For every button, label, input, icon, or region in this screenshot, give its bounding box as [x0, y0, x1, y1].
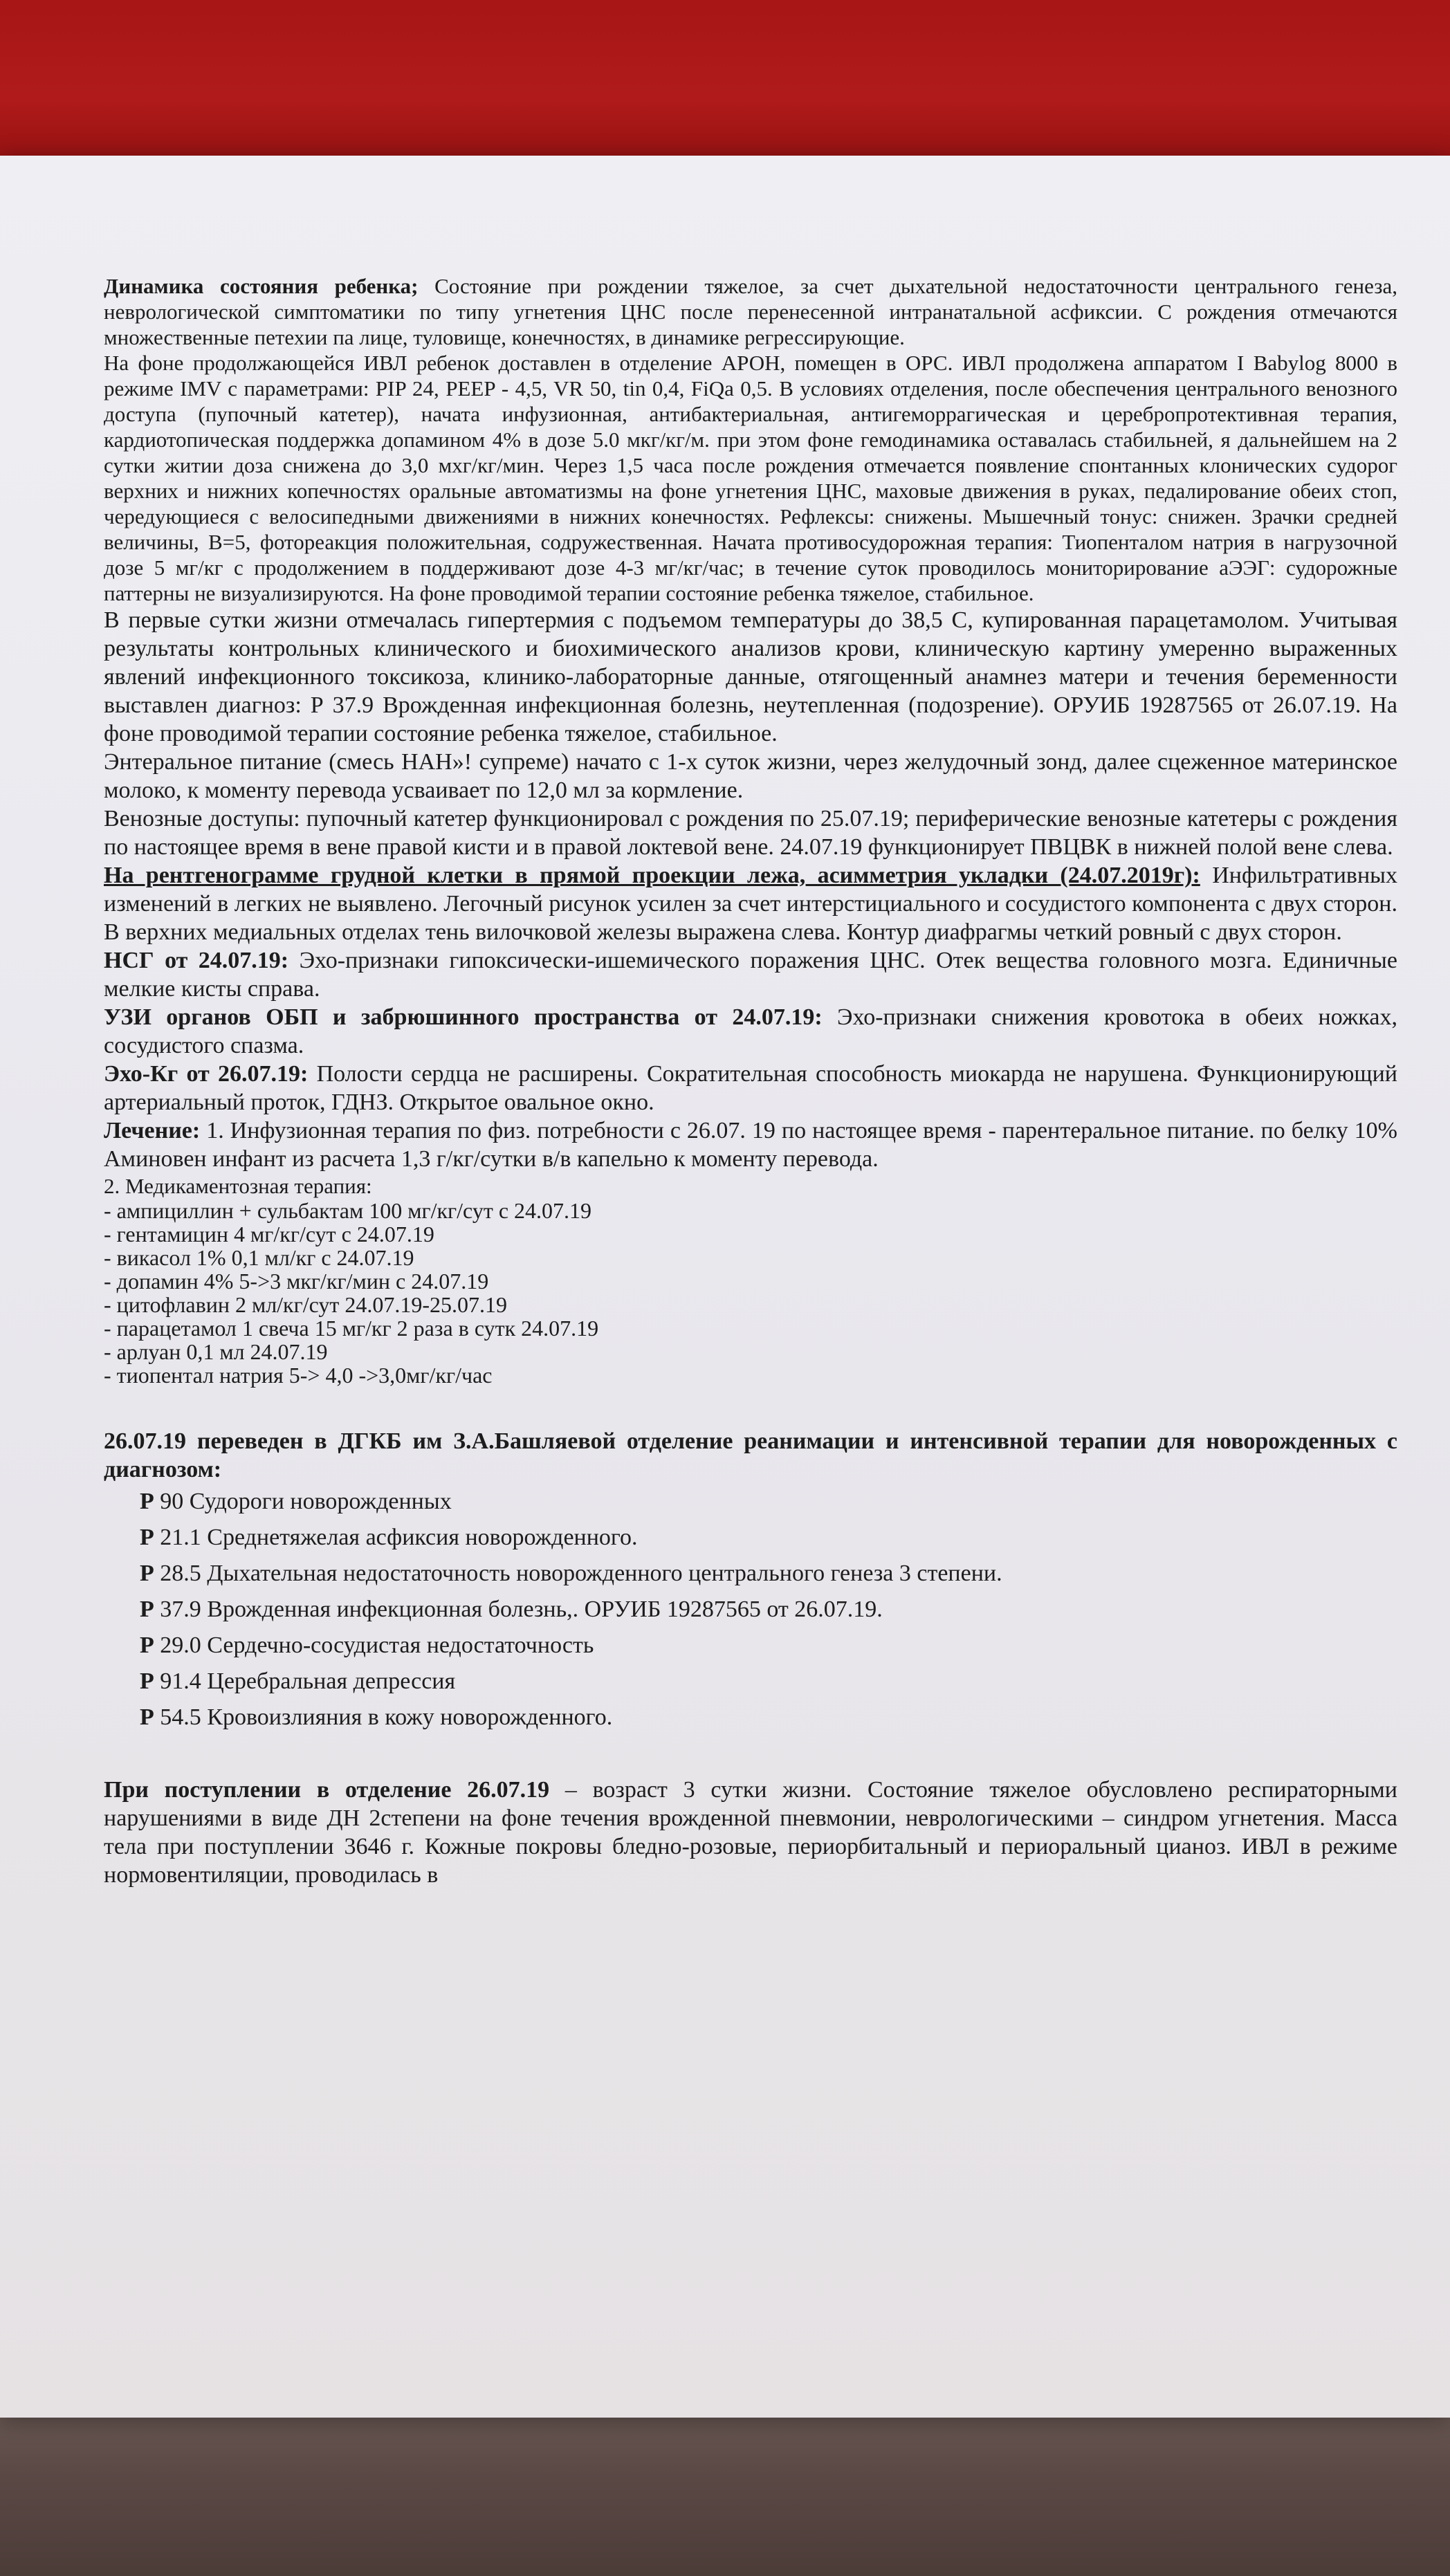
diagnosis-text: 28.5 Дыхательная недостаточность новорожденного центрального генеза 3 степени. [160, 1561, 1002, 1586]
diagnosis-text: 91.4 Церебральная депрессия [160, 1668, 456, 1694]
diagnosis-code: Р [140, 1668, 154, 1694]
diagnosis-code: Р [140, 1525, 154, 1550]
diagnosis-text: 29.0 Сердечно-сосудистая недостаточность [160, 1632, 594, 1658]
medication-item: - тиопентал натрия 5-> 4,0 ->3,0мг/кг/час [104, 1363, 493, 1388]
feeding-paragraph: Энтеральное питание (смесь НАН»! супреме) начато с 1-х суток жизни, через желудочный зонд, далее сцеженное материнское молоко, к моменту перевода усваивает по 12,0 мл за кормление. [104, 749, 1397, 803]
diagnosis-text: 54.5 Кровоизлияния в кожу новорожденного. [160, 1704, 613, 1730]
admission-text: – возраст 3 сутки жизни. Состояние тяжелое обусловлено респираторными нарушениями в виде ДН 2степени на фоне течения врожденной пневмонии, неврологическими – синдром угнетения. Масса тела при поступлении 3646 г. Кожные покровы бледно-розовые, периорбитальный и периоральный цианоз. ИВЛ в режиме нормовентиляции, проводилась в [104, 1777, 1397, 1888]
xray-paragraph [104, 861, 1397, 946]
diagnosis-text: 21.1 Среднетяжелая асфиксия новорожденного. [160, 1525, 638, 1550]
treatment-heading: Лечение: [104, 1118, 201, 1143]
document-content [104, 273, 1397, 1889]
diagnosis-item [140, 1628, 1397, 1664]
medication-item: - допамин 4% 5->3 мкг/кг/мин с 24.07.19 [104, 1269, 489, 1294]
medication-list [104, 1199, 1397, 1387]
diagnosis-code: Р [140, 1489, 154, 1514]
echo-heading: Эхо-Кг от 26.07.19: [104, 1061, 309, 1087]
diagnosis-item [140, 1520, 1397, 1556]
uzi-paragraph [104, 1003, 1397, 1060]
medication-item: - викасол 1% 0,1 мл/кг с 24.07.19 [104, 1245, 414, 1270]
treatment-paragraph [104, 1116, 1397, 1173]
transfer-heading [104, 1427, 1397, 1484]
xray-text: Инфильтративных изменений в легких не выявлено. Легочный рисунок усилен за счет интерстициального и сосудистого компонента с двух сторон. В верхних медиальных отделах тень вилочковой железы выражена слева. Контур диафрагмы четкий ровный с двух сторон. [104, 863, 1397, 945]
fever-paragraph: В первые сутки жизни отмечалась гипертермия с подъемом температуры до 38,5 С, купированная парацетамолом. Учитывая результаты контрольных клинического и биохимического анализов крови, клиническую картину умеренно выраженных явлений инфекционного токсикоза, клинико-лабораторные данные, отягощенный анамнез матери и течения беременности выставлен диагноз: Р 37.9 Врожденная инфекционная болезнь, неутепленная (подозрение). ОРУИБ 19287565 от 26.07.19. На фоне проводимой терапии состояние ребенка тяжелое, стабильное. [104, 607, 1397, 746]
background-cloth-top [0, 0, 1450, 180]
xray-heading: На рентгенограмме грудной клетки в прямой проекции лежа, асимметрия укладки (24.07.2019г): [104, 863, 1200, 888]
veins-paragraph: Венозные доступы: пупочный катетер функционировал с рождения по 25.07.19; периферические венозные катетеры с рождения по настоящее время в вене правой кисти и в правой локтевой вене. 24.07.19 функционирует ПВЦВК в нижней полой вене слева. [104, 806, 1397, 860]
nsg-text: Эхо-признаки гипоксически-ишемического поражения ЦНС. Отек вещества головного мозга. Единичные мелкие кисты справа. [104, 948, 1397, 1002]
medication-item: - цитофлавин 2 мл/кг/сут 24.07.19-25.07.19 [104, 1292, 508, 1317]
uzi-text: Эхо-признаки снижения кровотока в обеих ножках, сосудистого спазма. [104, 1004, 1397, 1058]
diagnosis-code: Р [140, 1632, 154, 1658]
diagnosis-code: Р [140, 1704, 154, 1730]
uzi-heading: УЗИ органов ОБП и забрюшинного пространства от 24.07.19: [104, 1004, 823, 1030]
spacer [104, 1387, 1397, 1427]
spacer [104, 1736, 1397, 1776]
ivl-paragraph: На фоне продолжающейся ИВЛ ребенок доставлен в отделение АРОН, помещен в ОРС. ИВЛ продолжена аппаратом I Babylog 8000 в режиме IMV с параметрами: PIP 24, PEEP - 4,5, VR 50, tin 0,4, FiQa 0,5. В условиях отделения, после обеспечения центрального венозного доступа (пупочный катетер), начата инфузионная, антибактериальная, антигеморрагическая и церебропротективная терапия, кардиотопическая поддержка допамином 4% в дозе 5.0 мкг/кг/м. при этом фоне гемодинамика оставалась стабильней, я дальнейшем на 2 сутки житии доза снижена до 3,0 мхг/кг/мин. Через 1,5 часа после рождения отмечается появление спонтанных клонических судорог верхних и нижних копечностях оральные автоматизмы на фоне угнетения ЦНС, маховые движения в руках, педалирование обеих стоп, чередующиеся с велосипедными движениями в нижних конечностях. Рефлексы: снижены. Мышечный тонус: снижен. Зрачки средней величины, В=5, фотореакция положительная, содружественная. Начата противосудорожная терапия: Тиопенталом натрия в нагрузочной дозе 5 мг/кг с продолжением в поддерживают дозе 4-3 мг/кг/час; в течение суток проводилось мониторирование аЭЭГ: судорожные паттерны не визуализируются. На фоне проводимой терапии состояние ребенка тяжелое, стабильное. [104, 351, 1397, 605]
nsg-heading: НСГ от 24.07.19: [104, 948, 289, 973]
admission-paragraph [104, 1776, 1397, 1889]
diagnosis-item [140, 1700, 1397, 1736]
intro-paragraph [104, 273, 1397, 350]
admission-heading: При поступлении в отделение 26.07.19 [104, 1777, 550, 1803]
diagnosis-list [104, 1484, 1397, 1736]
meds-title: 2. Медикаментозная терапия: [104, 1174, 372, 1198]
diagnosis-text: 90 Судороги новорожденных [160, 1489, 452, 1514]
medication-item: - арлуан 0,1 мл 24.07.19 [104, 1339, 328, 1364]
medication-item: - ампициллин + сульбактам 100 мг/кг/сут с 24.07.19 [104, 1198, 592, 1223]
diagnosis-item [140, 1556, 1397, 1592]
transfer-heading-text: 26.07.19 переведен в ДГКБ им З.А.Башляевой отделение реанимации и интенсивной терапии для новорожденных с диагнозом: [104, 1428, 1397, 1482]
document-page [0, 156, 1450, 2418]
echo-paragraph [104, 1060, 1397, 1116]
diagnosis-item [140, 1664, 1397, 1700]
medication-item: - парацетамол 1 свеча 15 мг/кг 2 раза в сутк 24.07.19 [104, 1316, 599, 1341]
medication-item: - гентамицин 4 мг/кг/сут с 24.07.19 [104, 1222, 434, 1246]
diagnosis-item [140, 1592, 1397, 1628]
treatment-text: 1. Инфузионная терапия по физ. потребности с 26.07. 19 по настоящее время - парентеральное питание. по белку 10% Аминовен инфант из расчета 1,3 г/кг/сутки в/в капельно к моменту перевода. [104, 1118, 1397, 1172]
intro-text: Состояние при рождении тяжелое, за счет дыхательной недостаточности центрального генеза, неврологической симптоматики по типу угнетения ЦНС после перенесенной интранатальной асфиксии. С рождения отмечаются множественные петехии па лице, туловище, конечностях, в динамике регрессирующие. [104, 274, 1397, 349]
diagnosis-text: 37.9 Врожденная инфекционная болезнь,. ОРУИБ 19287565 от 26.07.19. [160, 1597, 883, 1622]
intro-heading: Динамика состояния ребенка; [104, 274, 419, 298]
diagnosis-code: Р [140, 1597, 154, 1622]
nsg-paragraph [104, 946, 1397, 1003]
diagnosis-item [140, 1484, 1397, 1520]
echo-text: Полости сердца не расширены. Сократительная способность миокарда не нарушена. Функционирующий артериальный проток, ГДНЗ. Открытое овальное окно. [104, 1061, 1397, 1115]
diagnosis-code: Р [140, 1561, 154, 1586]
